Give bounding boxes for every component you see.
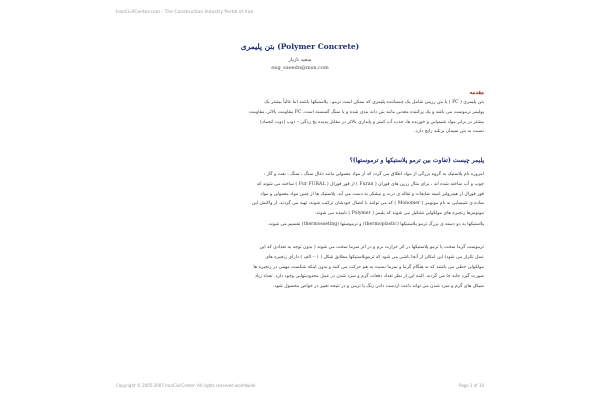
paragraph-plastic-types xyxy=(116,220,484,230)
page-number: Page 1 of 10 xyxy=(459,383,484,388)
paragraph-line: چوب و آب ساخته شده اند ، برای مثال رزین های فوران ( Furan ) از فور فورال ( Fur FURAL ) ساخته می شوند که xyxy=(256,181,484,187)
paragraph-polymer-definition xyxy=(116,170,484,219)
site-header-line: IranCivilCenter.com - The Construction Industry Portal of Iran xyxy=(116,10,254,15)
document-title: بتن پلیمری (Polymer Concrete) xyxy=(240,42,360,51)
paragraph-line: مولکولی خطی می باشند که به هنگام گرما و سرما نسبت به هم حرکت می کنند و بدون اینکه شکست مهمی در زنجیره ها xyxy=(253,264,484,270)
paragraph-line: صورت گیرد جابه جا می گردند. البته این از نظر تعداد دفعات گرم و سرد شدن در عمل محدودیتهایی وجود دارد. تعداد زیاد xyxy=(254,274,484,280)
footer-copyright: Copyright © 2005-2007 IranCivilCenter. All rights reserved worldwide. xyxy=(116,383,257,388)
section-heading-what-is-polymer: پلیمر چیست (تفاوت بین ترمو پلاستیکها و ترموستها)؟ xyxy=(349,157,484,164)
paragraph-line: عمل تکرار می شود) این امکان از آنجا ناشی می شود که ترموپلاستیکها مطابق شکل ( ۱ – الف ) دارای زنجیره های xyxy=(265,254,484,260)
author-email: eng_saeedn@msn.com xyxy=(271,65,329,71)
paragraph-line: ترموست گرما سخت یا ترمو پلاستیکها در اثر حرارت نرم و در اثر سرما سخت می شوند ( بدون توجه به تعدادی که این xyxy=(259,245,484,250)
paragraph-thermoplastics xyxy=(116,243,484,292)
paragraph-line: امروزه نام پلاستیک به گروه بزرگی از مواد اطلاق می گردد که از مواد معمولی مانند ذغال سنگ ، سنگ ، نفت و گاز ، xyxy=(263,172,484,177)
paragraph-line: فور فورال از هیدرولیز امینه ضایعات و تفاله ی ذرت و نیشکر به دست می آید. پلاستیک ها از چنین مواد معمولی و مواد xyxy=(260,191,484,197)
paragraph-line: پلاستیکها به دو دسته ی بزرگ ترمو پلاستیکها (thermoplastic) و ترموستها (thermosseting) تقسیم می شوند. xyxy=(267,222,484,227)
paragraph-line: سیکل های گرم و سرد شدن می تواند باعث ازدست دادن رنگ یا ترمی و در نتیجه تغییر در خواص محصول شود. xyxy=(273,284,484,290)
paragraph-introduction xyxy=(116,98,484,137)
paragraph-line: نسبت به بتن سیمان پرتلند رایج دارد. xyxy=(414,129,484,135)
paragraph-line: بتن پلیمری ( PC ) یا بتن رزینی شامل یک چسباننده پلیمری که ممکن است ترمو ، پلاستیکها باشند اما غالباً بیشتر یک xyxy=(264,100,484,105)
paragraph-line: پولیمر ترموست می باشد و یک پرکننده معدنی مانند بتن دانه بندی شده و یا سنگ گسسته است. PC مقاومت بالاتر، مقاومت xyxy=(249,109,484,115)
section-heading-introduction: مقدمه xyxy=(469,90,484,96)
author-name: سعید نازیار xyxy=(288,57,312,63)
paragraph-line: بیشتر در برابر مواد شیمیایی و خورنده ها، جذب آب کمتر و پایداری بالاتر در مقابل پدیده یخ زدگی – ذوب (ذوب انجماد) xyxy=(260,119,484,125)
paragraph-line: ساده ی شیمیایی به نام مونومر ( Monomer ) که می توانند با اتصال خودشان ترکیب شوند، تهیه می گردند. از واکنش این xyxy=(251,201,484,207)
paragraph-line: مونومرها زنجیره های مولکولی تشکیل می شوند که پلیمر ( Polymer ) نامیده می شوند. xyxy=(315,211,484,217)
